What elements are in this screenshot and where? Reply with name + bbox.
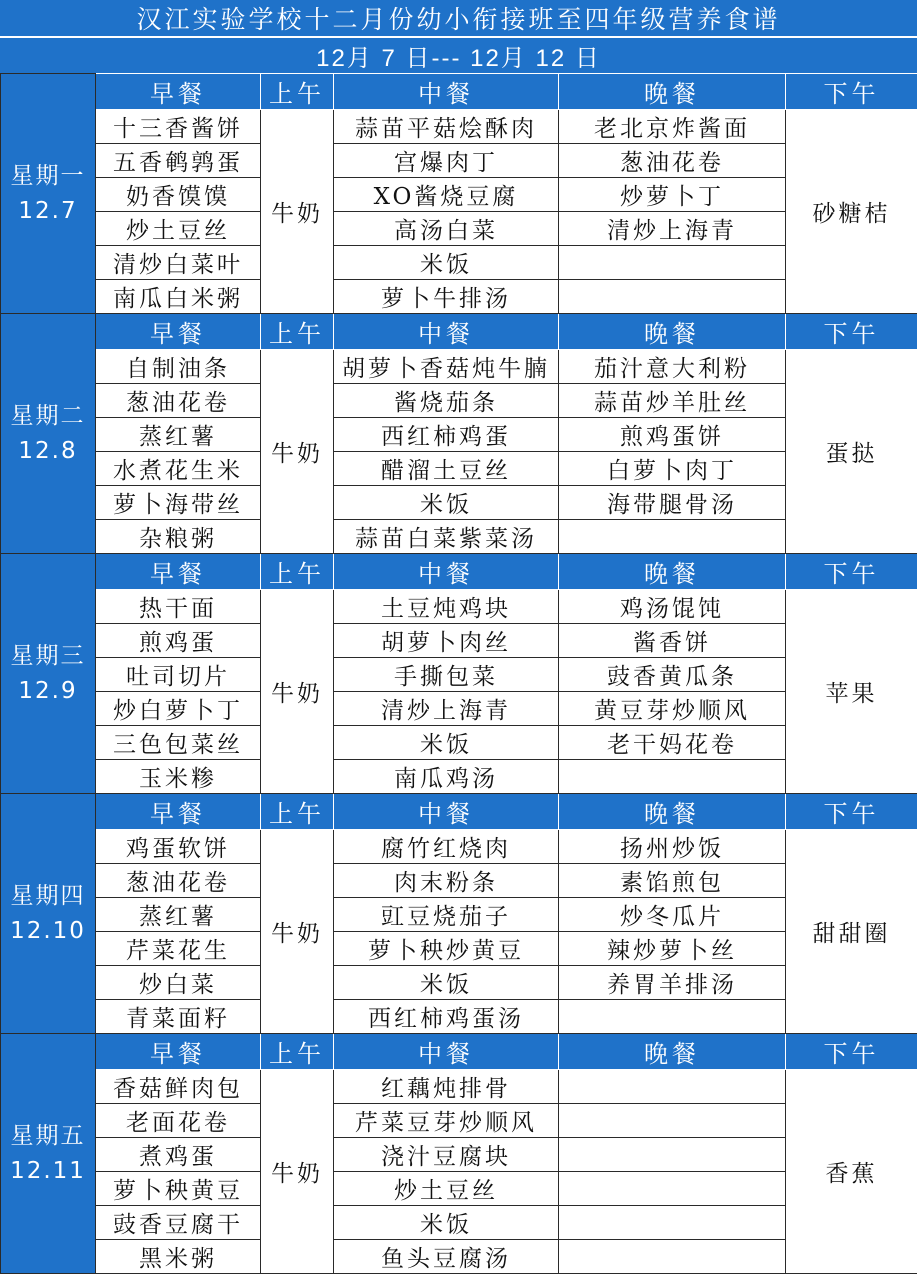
lunch-item: 鱼头豆腐汤 xyxy=(334,1240,559,1274)
lunch-item: 米饭 xyxy=(334,246,559,280)
lunch-header: 中餐 xyxy=(334,1034,559,1070)
dinner-item xyxy=(559,1206,786,1240)
lunch-item: 肉末粉条 xyxy=(334,864,559,898)
menu-row xyxy=(1,520,917,554)
menu-row xyxy=(1,110,917,144)
afternoon-snack: 蛋挞 xyxy=(786,350,917,554)
day-header-row xyxy=(1,314,917,350)
breakfast-header: 早餐 xyxy=(96,314,261,350)
lunch-item: 浇汁豆腐块 xyxy=(334,1138,559,1172)
dinner-header: 晚餐 xyxy=(559,314,786,350)
menu-row xyxy=(1,898,917,932)
day-label xyxy=(1,1034,96,1274)
day-label xyxy=(1,554,96,794)
day-header-row xyxy=(1,794,917,830)
day-name: 星期二 xyxy=(1,399,95,434)
dinner-item: 酱香饼 xyxy=(559,624,786,658)
morning-snack: 牛奶 xyxy=(261,1070,334,1274)
lunch-item: 高汤白菜 xyxy=(334,212,559,246)
menu-row xyxy=(1,590,917,624)
lunch-item: XO酱烧豆腐 xyxy=(334,178,559,212)
breakfast-header: 早餐 xyxy=(96,794,261,830)
morning-snack: 牛奶 xyxy=(261,350,334,554)
morning-snack: 牛奶 xyxy=(261,590,334,794)
lunch-item: 胡萝卜香菇炖牛腩 xyxy=(334,350,559,384)
breakfast-item: 鸡蛋软饼 xyxy=(96,830,261,864)
dinner-item: 养胃羊排汤 xyxy=(559,966,786,1000)
dinner-item: 辣炒萝卜丝 xyxy=(559,932,786,966)
lunch-item: 蒜苗平菇烩酥肉 xyxy=(334,110,559,144)
lunch-item: 米饭 xyxy=(334,1206,559,1240)
breakfast-item: 炒白萝卜丁 xyxy=(96,692,261,726)
menu-row xyxy=(1,212,917,246)
lunch-item: 胡萝卜肉丝 xyxy=(334,624,559,658)
dinner-item: 海带腿骨汤 xyxy=(559,486,786,520)
breakfast-item: 自制油条 xyxy=(96,350,261,384)
morning-header: 上午 xyxy=(261,794,334,830)
lunch-item: 米饭 xyxy=(334,966,559,1000)
dinner-item: 白萝卜肉丁 xyxy=(559,452,786,486)
breakfast-item: 葱油花卷 xyxy=(96,384,261,418)
menu-row xyxy=(1,692,917,726)
menu-row xyxy=(1,1240,917,1274)
breakfast-item: 煎鸡蛋 xyxy=(96,624,261,658)
menu-row xyxy=(1,1206,917,1240)
menu-row xyxy=(1,246,917,280)
lunch-item: 宫爆肉丁 xyxy=(334,144,559,178)
dinner-item xyxy=(559,280,786,314)
breakfast-item: 香菇鲜肉包 xyxy=(96,1070,261,1104)
dinner-header: 晚餐 xyxy=(559,1034,786,1070)
lunch-item: 炒土豆丝 xyxy=(334,1172,559,1206)
lunch-item: 米饭 xyxy=(334,726,559,760)
dinner-item xyxy=(559,760,786,794)
menu-body xyxy=(1,74,917,1274)
day-name: 星期三 xyxy=(1,639,95,674)
dinner-item: 煎鸡蛋饼 xyxy=(559,418,786,452)
dinner-item: 老北京炸酱面 xyxy=(559,110,786,144)
morning-header: 上午 xyxy=(261,1034,334,1070)
day-date: 12.8 xyxy=(1,434,95,469)
day-date: 12.11 xyxy=(1,1154,95,1189)
dinner-item: 扬州炒饭 xyxy=(559,830,786,864)
menu-row xyxy=(1,1104,917,1138)
breakfast-item: 杂粮粥 xyxy=(96,520,261,554)
afternoon-header: 下午 xyxy=(786,794,917,830)
lunch-item: 清炒上海青 xyxy=(334,692,559,726)
breakfast-item: 五香鹌鹑蛋 xyxy=(96,144,261,178)
lunch-item: 腐竹红烧肉 xyxy=(334,830,559,864)
breakfast-item: 十三香酱饼 xyxy=(96,110,261,144)
lunch-item: 土豆炖鸡块 xyxy=(334,590,559,624)
dinner-header: 晚餐 xyxy=(559,554,786,590)
lunch-item: 萝卜秧炒黄豆 xyxy=(334,932,559,966)
afternoon-header: 下午 xyxy=(786,554,917,590)
dinner-item: 葱油花卷 xyxy=(559,144,786,178)
menu-row xyxy=(1,864,917,898)
breakfast-item: 热干面 xyxy=(96,590,261,624)
lunch-item: 南瓜鸡汤 xyxy=(334,760,559,794)
breakfast-item: 萝卜秧黄豆 xyxy=(96,1172,261,1206)
menu-row xyxy=(1,1000,917,1034)
dinner-header: 晚餐 xyxy=(559,74,786,110)
lunch-item: 蒜苗白菜紫菜汤 xyxy=(334,520,559,554)
menu-row xyxy=(1,418,917,452)
breakfast-header: 早餐 xyxy=(96,1034,261,1070)
breakfast-item: 老面花卷 xyxy=(96,1104,261,1138)
menu-row xyxy=(1,452,917,486)
morning-header: 上午 xyxy=(261,554,334,590)
morning-snack: 牛奶 xyxy=(261,830,334,1034)
lunch-item: 米饭 xyxy=(334,486,559,520)
breakfast-item: 玉米糁 xyxy=(96,760,261,794)
lunch-header: 中餐 xyxy=(334,74,559,110)
breakfast-item: 青菜面籽 xyxy=(96,1000,261,1034)
page-title: 汉江实验学校十二月份幼小衔接班至四年级营养食谱 xyxy=(0,0,917,38)
dinner-item: 茄汁意大利粉 xyxy=(559,350,786,384)
lunch-item: 西红柿鸡蛋汤 xyxy=(334,1000,559,1034)
breakfast-item: 豉香豆腐干 xyxy=(96,1206,261,1240)
afternoon-snack: 苹果 xyxy=(786,590,917,794)
breakfast-item: 吐司切片 xyxy=(96,658,261,692)
menu-row xyxy=(1,1172,917,1206)
lunch-item: 西红柿鸡蛋 xyxy=(334,418,559,452)
day-name: 星期五 xyxy=(1,1119,95,1154)
dinner-item: 鸡汤馄饨 xyxy=(559,590,786,624)
dinner-item: 炒萝卜丁 xyxy=(559,178,786,212)
menu-row xyxy=(1,760,917,794)
menu-row xyxy=(1,932,917,966)
day-name: 星期四 xyxy=(1,879,95,914)
breakfast-header: 早餐 xyxy=(96,74,261,110)
breakfast-header: 早餐 xyxy=(96,554,261,590)
afternoon-snack: 砂糖桔 xyxy=(786,110,917,314)
menu-row xyxy=(1,486,917,520)
dinner-item: 炒冬瓜片 xyxy=(559,898,786,932)
dinner-item: 蒜苗炒羊肚丝 xyxy=(559,384,786,418)
breakfast-item: 煮鸡蛋 xyxy=(96,1138,261,1172)
day-date: 12.10 xyxy=(1,914,95,949)
dinner-item xyxy=(559,520,786,554)
lunch-item: 手撕包菜 xyxy=(334,658,559,692)
day-name: 星期一 xyxy=(1,159,95,194)
dinner-item xyxy=(559,1000,786,1034)
day-label xyxy=(1,74,96,314)
menu-row xyxy=(1,144,917,178)
menu-row xyxy=(1,1138,917,1172)
dinner-item xyxy=(559,1138,786,1172)
dinner-item: 清炒上海青 xyxy=(559,212,786,246)
breakfast-item: 芹菜花生 xyxy=(96,932,261,966)
lunch-item: 醋溜土豆丝 xyxy=(334,452,559,486)
menu-row xyxy=(1,1070,917,1104)
menu-row xyxy=(1,624,917,658)
morning-header: 上午 xyxy=(261,74,334,110)
day-header-row xyxy=(1,74,917,110)
breakfast-item: 萝卜海带丝 xyxy=(96,486,261,520)
breakfast-item: 蒸红薯 xyxy=(96,418,261,452)
menu-row xyxy=(1,178,917,212)
dinner-header: 晚餐 xyxy=(559,794,786,830)
dinner-item: 黄豆芽炒顺风 xyxy=(559,692,786,726)
menu-row xyxy=(1,966,917,1000)
dinner-item: 素馅煎包 xyxy=(559,864,786,898)
lunch-item: 萝卜牛排汤 xyxy=(334,280,559,314)
afternoon-snack: 香蕉 xyxy=(786,1070,917,1274)
menu-table xyxy=(0,73,917,1274)
afternoon-header: 下午 xyxy=(786,314,917,350)
breakfast-item: 清炒白菜叶 xyxy=(96,246,261,280)
lunch-header: 中餐 xyxy=(334,314,559,350)
day-header-row xyxy=(1,554,917,590)
lunch-item: 豇豆烧茄子 xyxy=(334,898,559,932)
breakfast-item: 炒土豆丝 xyxy=(96,212,261,246)
menu-row xyxy=(1,830,917,864)
breakfast-item: 水煮花生米 xyxy=(96,452,261,486)
breakfast-item: 炒白菜 xyxy=(96,966,261,1000)
breakfast-item: 蒸红薯 xyxy=(96,898,261,932)
dinner-item xyxy=(559,246,786,280)
dinner-item: 豉香黄瓜条 xyxy=(559,658,786,692)
menu-row xyxy=(1,658,917,692)
breakfast-item: 奶香馍馍 xyxy=(96,178,261,212)
menu-row xyxy=(1,726,917,760)
menu-row xyxy=(1,350,917,384)
dinner-item xyxy=(559,1070,786,1104)
afternoon-header: 下午 xyxy=(786,1034,917,1070)
menu-row xyxy=(1,384,917,418)
breakfast-item: 葱油花卷 xyxy=(96,864,261,898)
lunch-header: 中餐 xyxy=(334,794,559,830)
dinner-item xyxy=(559,1104,786,1138)
breakfast-item: 三色包菜丝 xyxy=(96,726,261,760)
day-date: 12.9 xyxy=(1,674,95,709)
morning-snack: 牛奶 xyxy=(261,110,334,314)
lunch-item: 酱烧茄条 xyxy=(334,384,559,418)
dinner-item xyxy=(559,1240,786,1274)
date-range: 12月 7 日--- 12月 12 日 xyxy=(0,38,917,73)
dinner-item xyxy=(559,1172,786,1206)
morning-header: 上午 xyxy=(261,314,334,350)
day-label xyxy=(1,794,96,1034)
menu-row xyxy=(1,280,917,314)
lunch-item: 芹菜豆芽炒顺风 xyxy=(334,1104,559,1138)
day-header-row xyxy=(1,1034,917,1070)
breakfast-item: 黑米粥 xyxy=(96,1240,261,1274)
lunch-item: 红藕炖排骨 xyxy=(334,1070,559,1104)
day-date: 12.7 xyxy=(1,194,95,229)
lunch-header: 中餐 xyxy=(334,554,559,590)
dinner-item: 老干妈花卷 xyxy=(559,726,786,760)
afternoon-header: 下午 xyxy=(786,74,917,110)
day-label xyxy=(1,314,96,554)
afternoon-snack: 甜甜圈 xyxy=(786,830,917,1034)
breakfast-item: 南瓜白米粥 xyxy=(96,280,261,314)
